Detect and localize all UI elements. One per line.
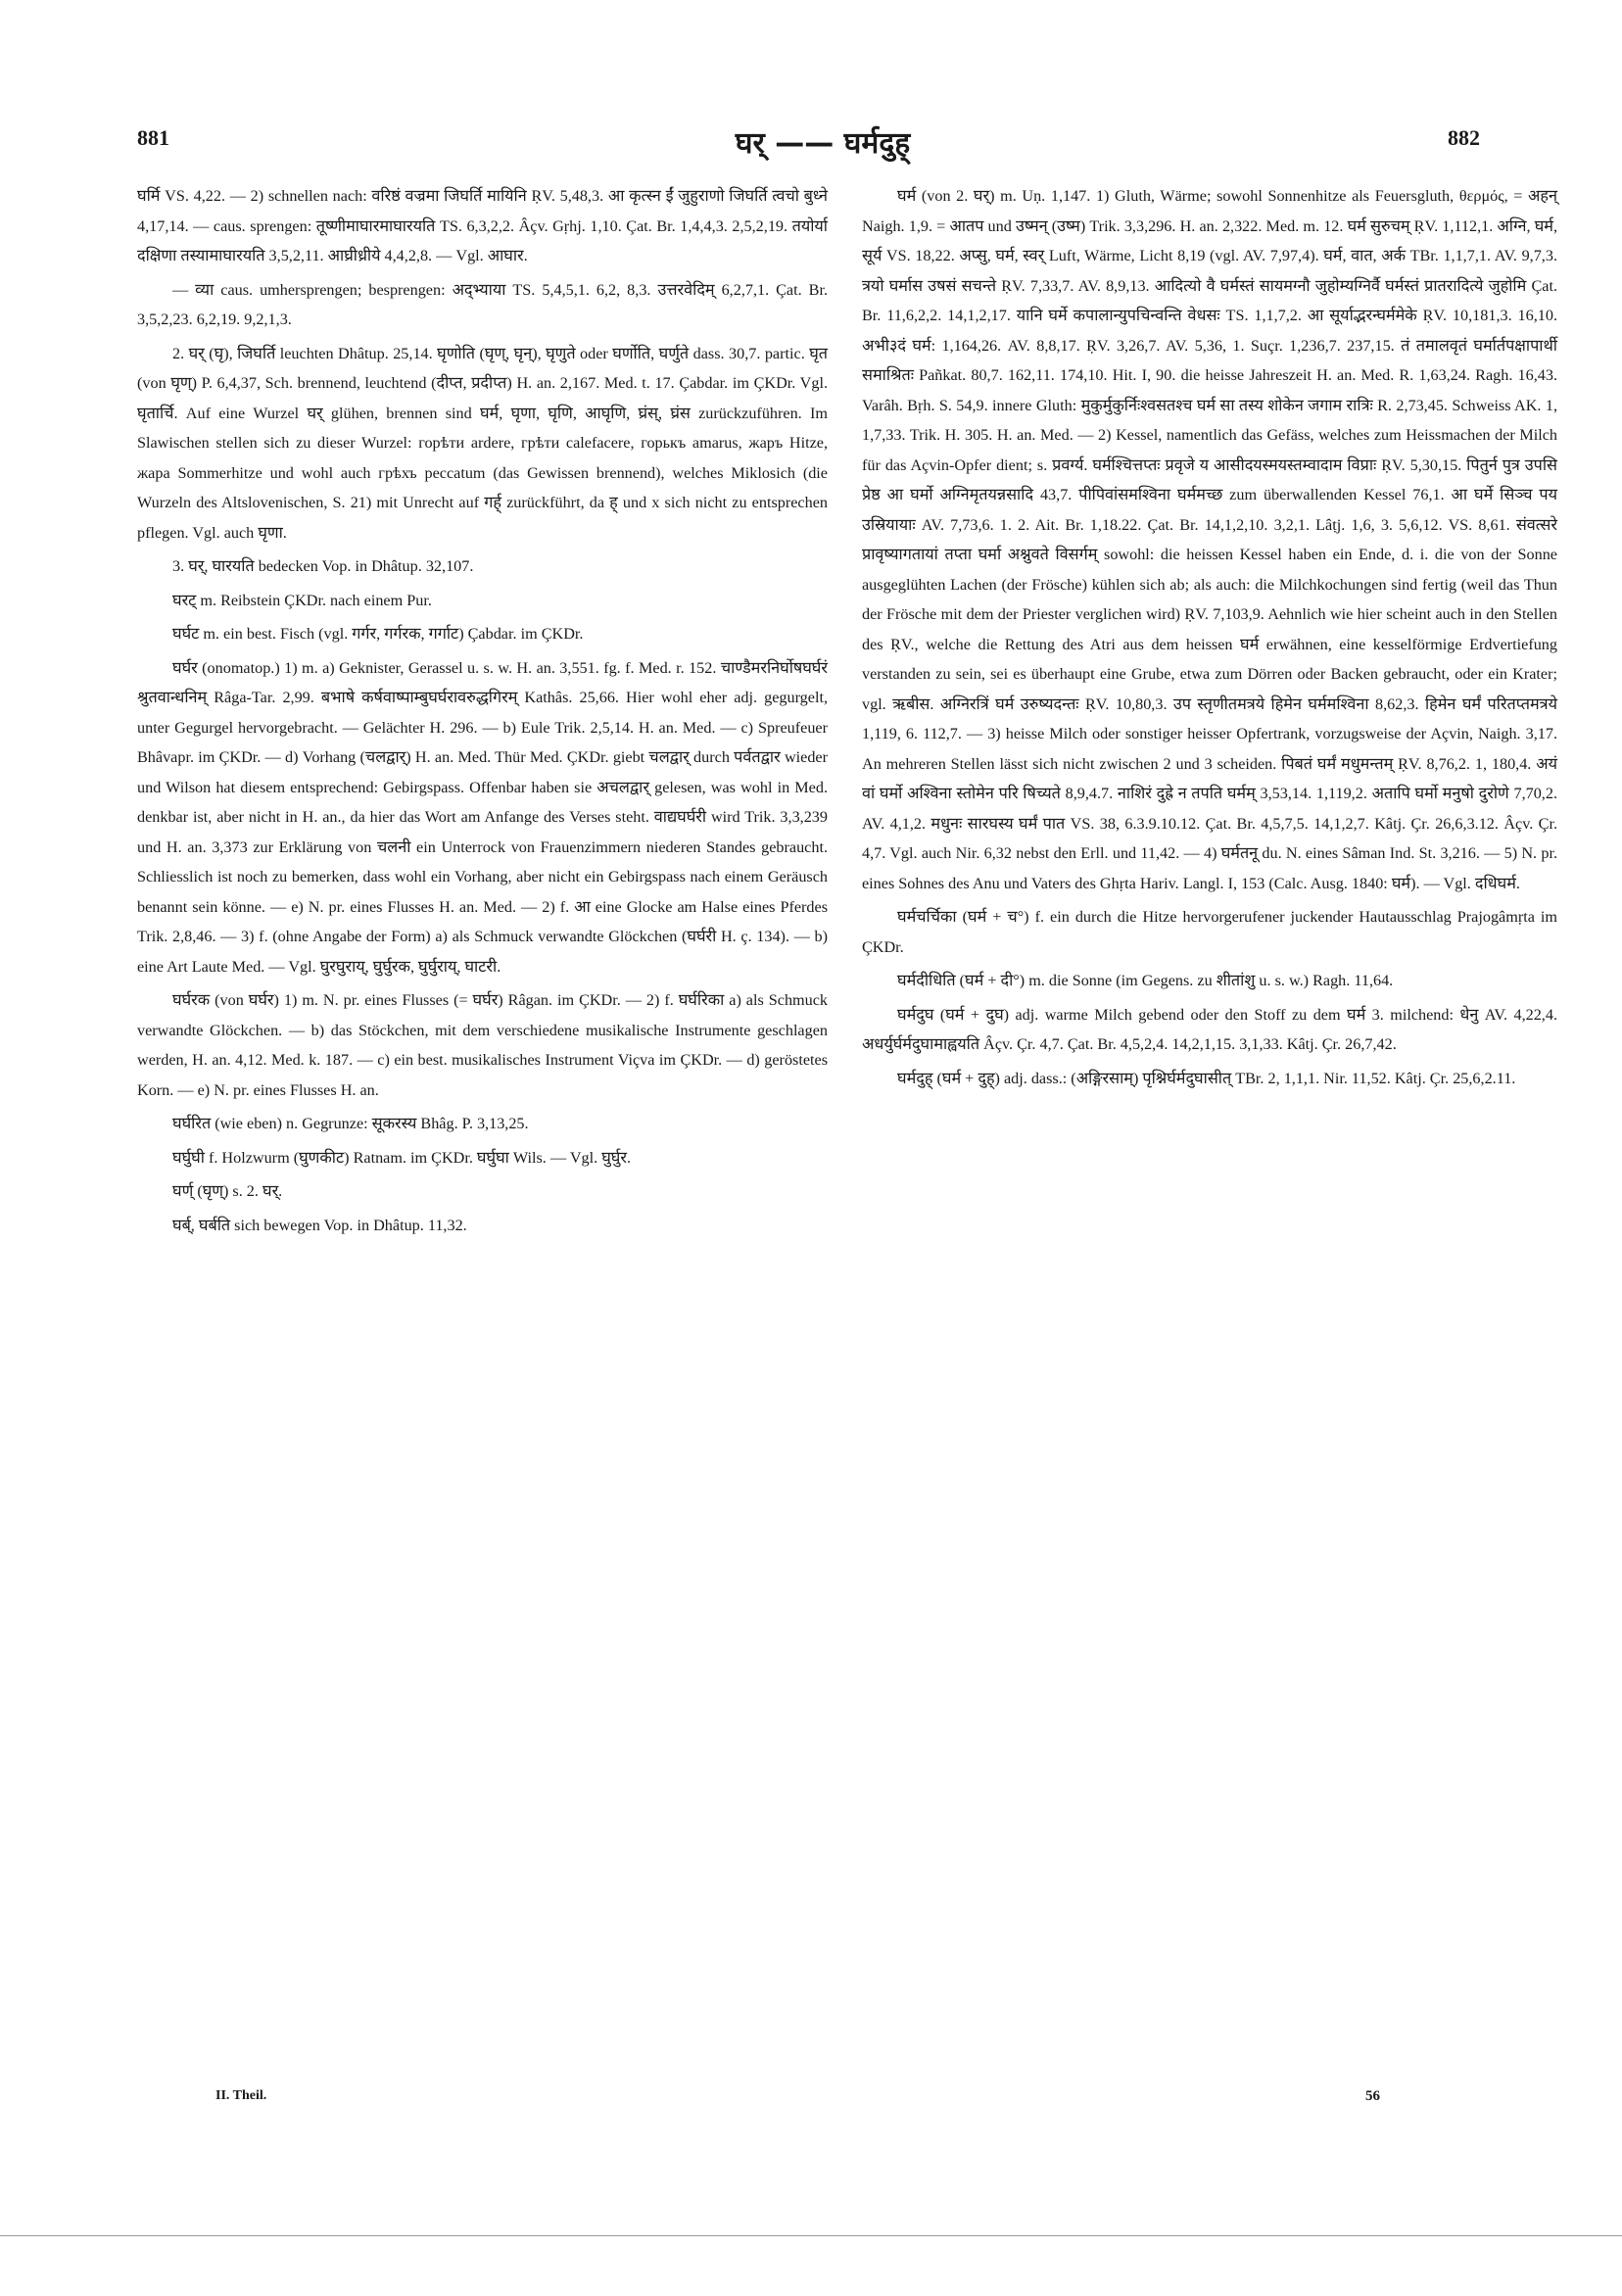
entry-paragraph: घर्घट m. ein best. Fisch (vgl. गर्गर, गर्गरक, गर्गाट) Çabdar. im ÇKDr. [172, 625, 584, 643]
running-head: घर् —— घर्मदुह् [735, 126, 911, 161]
entry-paragraph: घरट् m. Reibstein ÇKDr. nach einem Pur. [172, 591, 432, 609]
entry-paragraph: घर्मदुह् (घर्म + दुह्) adj. dass.: (अङ्गिरसाम्) पृश्निर्घर्मदुघासीत् TBr. 2, 1,1,1. Nir. 11,52. Kâtj. Çr. 25,6,2.11. [897, 1069, 1516, 1087]
entry-paragraph: 2. घर् (घृ), जिघर्ति leuchten Dhâtup. 25,14. घृणोति (घृण्, घृन्), घृणुते oder घर्णोति, घर्णुते dass. 30,7. partic. घृत (von घृण्) P. 6,4,37, Sch. brennend, leuchtend (दीप्त, प्रदीप्त) H. an. 2,167. Med. t. 17. Çabdar. im ÇKDr. Vgl. घृतार्चि. Auf eine Wurzel घर् glühen, brennen sind घर्म, घृणा, घृणि, आघृणि, घ्रंस्, घ्रंस zurückzuführen. Im Slawischen stellen sich zu dieser Wurzel: горѣти ardere, грѣти calefacere, горькъ amarus, жаръ Hitze, жара Sommerhitze und wohl auch грѣхъ peccatum (das Gewissen brennend), welches Miklosich (die Wurzeln des Altslovenischen, S. 21) mit Unrecht auf गर्ह् zurückführt, da ह् und х sich nicht zu entsprechen pflegen. Vgl. auch घृणा. [137, 344, 828, 542]
signature-mark: II. Theil. [215, 2088, 267, 2103]
entry-paragraph: घर्ब्, घर्बति sich bewegen Vop. in Dhâtup. 11,32. [172, 1216, 467, 1234]
right-column [862, 181, 1557, 1097]
entry-paragraph: घर्मदीधिति (घर्म + दी°) m. die Sonne (im Gegens. zu शीतांशु u. s. w.) Ragh. 11,64. [897, 972, 1394, 989]
entry-paragraph: घर्म (von 2. घर्) m. Uṇ. 1,147. 1) Gluth, Wärme; sowohl Sonnenhitze als Feuersgluth, θερμός, = अहन् Naigh. 1,9. = आतप und उष्मन् (उष्म) Trik. 3,3,296. H. an. 2,322. Med. m. 12. घर्म सुरुचम् ṚV. 1,112,1. अग्नि, घर्म, सूर्य VS. 18,22. अप्सु, घर्म, स्वर् Luft, Wärme, Licht 8,19 (vgl. AV. 7,97,4). घर्म, वात, अर्क TBr. 1,1,7,1. AV. 9,7,3. त्रयो घर्मास उषसं सचन्ते ṚV. 7,33,7. AV. 8,9,13. आदित्यो वै घर्मस्तं सायमग्नौ जुहोम्यग्निर्वै घर्मस्तं प्रातरादित्ये जुहोमि Çat. Br. 11,6,2,2. 14,1,2,17. यानि घर्मे कपालान्युपचिन्वन्ति वेधसः TS. 1,1,7,2. आ सूर्याद्भरन्घर्ममेके ṚV. 10,181,3. 16,10. अभी३दं घर्म: 1,164,26. AV. 8,8,17. ṚV. 3,26,7. AV. 5,36, 1. Suçr. 1,236,7. 237,15. तं तमालवृतं घर्मार्तपक्षापार्थी समाश्रितः Pañkat. 80,7. 162,11. 174,10. Hit. I, 90. die heisse Jahreszeit H. an. Med. R. 1,63,24. Ragh. 16,43. Varâh. Bṛh. S. 54,9. innere Gluth: मुकुर्मुकुर्निःश्वसतश्च घर्म सा तस्य शोकेन जगाम रात्रिः R. 2,73,45. Schweiss AK. 1, 1,7,33. Trik. H. 305. H. an. Med. — 2) Kessel, namentlich das Gefäss, welches zum Heissmachen der Milch für das Açvin-Opfer dient; s. प्रवर्ग्य. घर्मश्चित्तप्तः प्रवृजे य आसीदयस्मयस्तम्वादाम विप्राः ṚV. 5,30,15. पितुर्न पुत्र उपसि प्रेष्ठ आ घर्मो अग्निमृतयन्नसादि 43,7. पीपिवांसमश्विना घर्ममच्छ zum überwallenden Kessel 76,1. आ घर्मे सिञ्च पय उस्रियायाः AV. 7,73,6. 1. 2. Ait. Br. 1,18.22. Çat. Br. 14,1,2,10. 3,2,1. Lâṭj. 1,6, 3. 5,6,12. VS. 8,61. संवत्सरे प्रावृष्यागतायां तप्ता घर्मा अश्नुवते विसर्गम् sowohl: die heissen Kessel haben ein Ende, d. i. die von der Sonne ausgeglühten Lachen (der Frösche) kühlen sich ab; als auch: die Milchkochungen sind fertig (weil das Thun der Frösche mit dem der Priester verglichen wird) ṚV. 7,103,9. Aehnlich wie hier scheint auch in den Stellen des ṚV., welche die Rettung des Atri aus dem heissen घर्म erwähnen, eine kesselförmige Erdvertiefung verstanden zu sein, sei es überhaupt eine Grube, etwa zum Dörren oder Backen gebraucht, oder ein Krater; vgl. ऋबीस. अग्निरत्रिं घर्म उरुष्यदन्तः ṚV. 10,80,3. उप स्तृणीतमत्रये हिमेन घर्ममश्विना 8,62,3. हिमेन घर्मं परितप्तमत्रये 1,119, 6. 112,7. — 3) heisse Milch oder sonstiger heisser Opfertrank, vorzugsweise der Açvin, Naigh. 3,17. An mehreren Stellen lässt sich nicht zwischen 2 und 3 scheiden. पिबतं घर्मं मधुमन्तम् ṚV. 8,76,2. 1, 180,4. अयं वां घर्मो अश्विना स्तोमेन परि षिच्यते 8,9,4.7. नाशिरं दुह्रे न तपति घर्मम् 3,53,14. 1,119,2. अतापि घर्मो मनुषो दुरोणे 7,70,2. AV. 4,1,2. मधुनः सारघस्य घर्मं पात VS. 38, 6.3.9.10.12. Çat. Br. 4,5,7,5. 14,1,2,7. Kâtj. Çr. 26,6,3.12. Âçv. Çr. 4,7. Vgl. auch Nir. 6,32 nebst den Erll. und 11,42. — 4) घर्मतनू du. N. eines Sâman Ind. St. 3,216. — 5) N. pr. eines Sohnes des Anu und Vaters des Ghṛta Hariv. Langl. I, 153 (Calc. Ausg. 1840: घर्म). — Vgl. दधिघर्म. [862, 187, 1557, 892]
bottom-rule [0, 2235, 1622, 2236]
page-number-left: 881 [137, 125, 169, 150]
entry-paragraph: घर्मदुघ (घर्म + दुघ) adj. warme Milch gebend oder den Stoff zu dem घर्म 3. milchend: धेनु AV. 4,22,4. अधर्युर्घर्मदुघामाह्वयति Âçv. Çr. 4,7. Çat. Br. 4,5,2,4. 14,2,1,15. 3,1,33. Kâtj. Çr. 26,7,42. [862, 1005, 1557, 1053]
entry-paragraph: घर्मचर्चिका (घर्म + च°) f. ein durch die Hitze hervorgerufener juckender Hautausschlag Prajogâmṛta im ÇKDr. [862, 908, 1557, 956]
entry-paragraph: घर्घरक (von घर्घर) 1) m. N. pr. eines Flusses (= घर्घर) Râgan. im ÇKDr. — 2) f. घर्घरिका a) als Schmuck verwandte Glöckchen. — b) das Stöckchen, mit dem verschiedene musikalische Instrumente geschlagen werden, H. an. 4,12. Med. k. 187. — c) ein best. musikalisches Instrument Viçva im ÇKDr. — d) geröstetes Korn. — e) N. pr. eines Flusses H. an. [137, 991, 828, 1099]
entry-paragraph: घर्घुघी f. Holzwurm (घुणकीट) Ratnam. im ÇKDr. घर्घुघा Wils. — Vgl. घुर्घुर. [172, 1148, 632, 1167]
sheet-number: 56 [1365, 2088, 1380, 2104]
entry-paragraph: घर्घर (onomatop.) 1) m. a) Geknister, Gerassel u. s. w. H. an. 3,551. fg. f. Med. r. 152. चाण्डैमरनिर्घोषघर्घरं श्रुतवान्धनिम् Râga-Tar. 2,99. बभाषे कर्षवाष्पाम्बुघर्घरावरुद्धगिरम् Kathâs. 25,66. Hier wohl eher adj. gegurgelt, unter Gegurgel hervorgebracht. — Gelächter H. 296. — b) Eule Trik. 2,5,14. H. an. Med. — c) Spreufeuer Bhâvapr. im ÇKDr. — d) Vorhang (चलद्वार्) H. an. Med. Thür Med. ÇKDr. giebt चलद्वार् durch पर्वतद्वार wieder und Wilson hat diesem entsprechend: Gebirgspass. Offenbar haben sie अचलद्वार् gelesen, was wohl in Med. denkbar ist, aber nicht in H. an., da hier das Wort am Anfange des Verses steht. वाद्यघर्घरी wird Trik. 3,3,239 und H. an. 3,373 zur Erklärung von चलनी ein Unterrock von Frauenzimmern niederen Standes gebraucht. Schliesslich ist noch zu bemerken, dass wohl ein Vorhang, aber nicht ein Gebirgspass nach einem Geräusch benannt sein könne. — e) N. pr. eines Flusses H. an. Med. — 2) f. आ eine Glocke am Halse eines Pferdes Trik. 2,8,46. — 3) f. (ohne Angabe der Form) a) als Schmuck verwandte Glöckchen (घर्घरी H. ç. 134). — b) eine Art Laute Med. — Vgl. घुरघुराय्, घुर्घुरक, घुर्घुराय्, घाटरी. [137, 658, 828, 976]
entry-paragraph: घर्ण् (घृण्) s. 2. घर्. [172, 1182, 283, 1200]
entry-paragraph: — व्या caus. umhersprengen; besprengen: अद्भ्याया TS. 5,4,5,1. 6,2, 8,3. उत्तरवेदिम् 6,2,7,1. Çat. Br. 3,5,2,23. 6,2,19. 9,2,1,3. [137, 280, 828, 328]
page-number-right: 882 [1448, 125, 1480, 150]
entry-paragraph: घर्घरित (wie eben) n. Gegrunze: सूकरस्य Bhâg. P. 3,13,25. [172, 1115, 529, 1132]
left-column [137, 181, 828, 1244]
entry-paragraph: घर्मि VS. 4,22. — 2) schnellen nach: वरिष्ठं वज्रमा जिघर्ति मायिनि ṚV. 5,48,3. आ कृत्स्न ईं जुहुराणो जिघर्ति त्वचो बुध्ने 4,17,14. — caus. sprengen: तूष्णीमाघारमाघारयति TS. 6,3,2,2. Âçv. Gṛhj. 1,10. Çat. Br. 1,4,4,3. 2,5,2,19. तयोर्या दक्षिणा तस्यामाघारयति 3,5,2,11. आघ्रीध्रीये 4,4,2,8. — Vgl. आघार. [137, 187, 828, 264]
entry-paragraph: 3. घर्, घारयति bedecken Vop. in Dhâtup. 32,107. [172, 557, 474, 575]
